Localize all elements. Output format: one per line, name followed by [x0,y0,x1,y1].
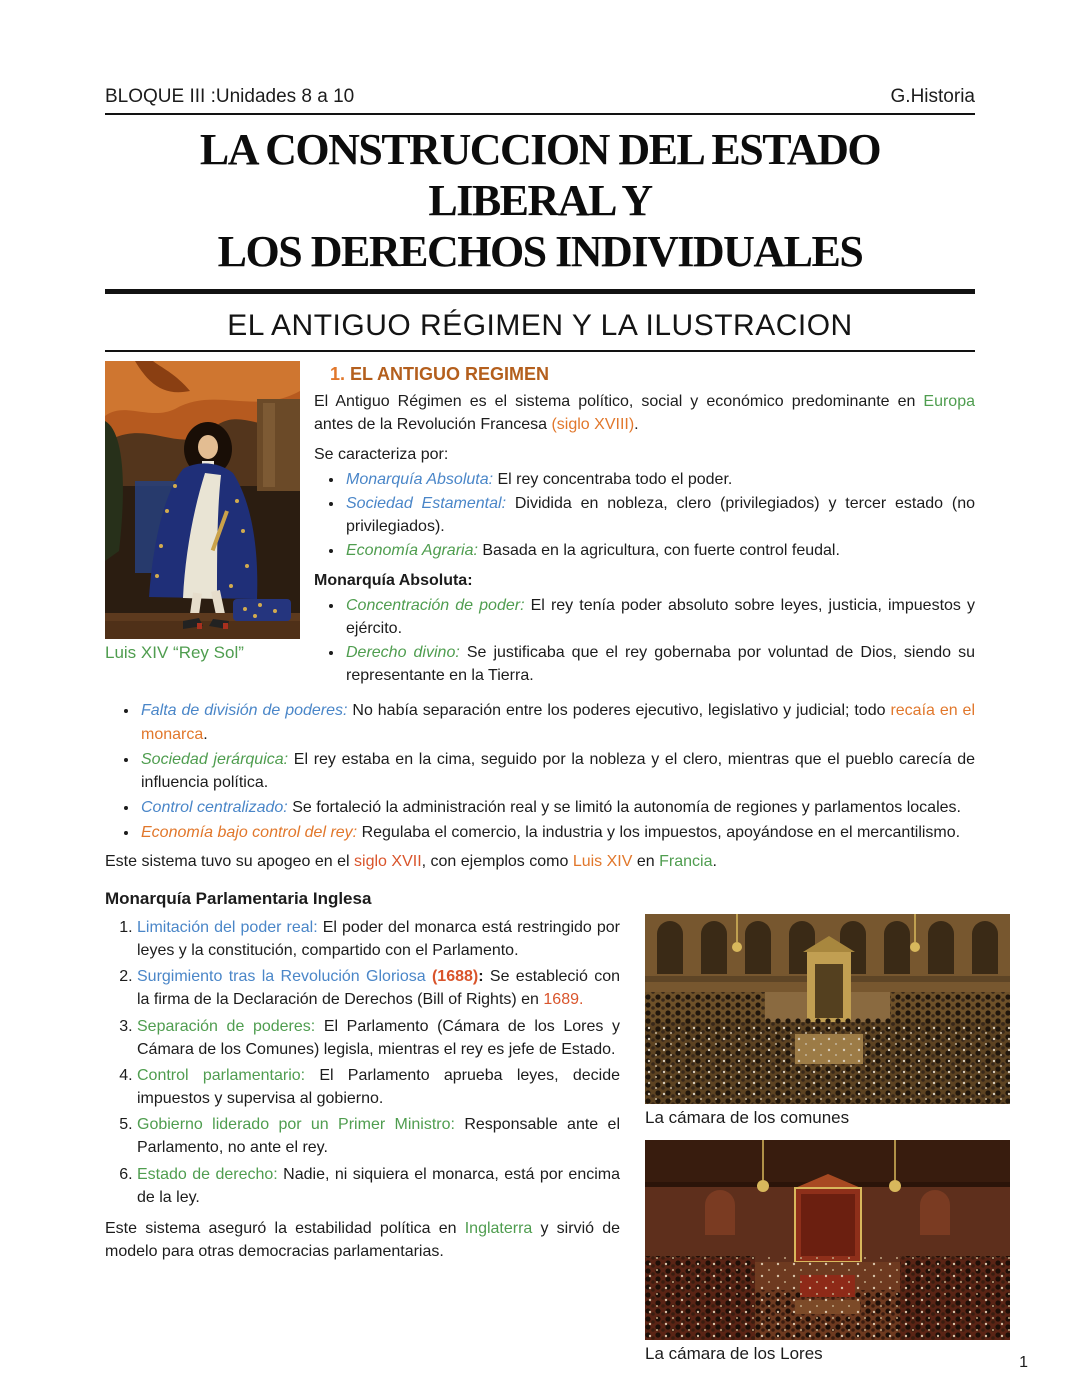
text-segment: El rey tenía poder absoluto sobre leyes, justicia, impuestos y ejército. [346,596,976,637]
antiguo-regimen-text-column [314,361,975,693]
text-segment: Separación de poderes: [137,1017,316,1035]
luis-xiv-figure [105,361,300,693]
text-segment: en [632,852,660,870]
commons-figure [645,914,1010,1128]
main-title [105,124,975,277]
se-caracteriza-text: Se caracteriza por: [314,445,449,463]
heading-text: EL ANTIGUO REGIMEN [350,364,550,385]
list-item [139,796,975,819]
numbered-item [137,916,620,962]
full-width-list [105,699,975,844]
commons-caption: La cámara de los comunes [645,1107,850,1127]
lords-figure [645,1140,1010,1364]
parlamentaria-text-column [105,914,620,1365]
numbered-item [137,1064,620,1110]
text-segment: Estado de derecho: [137,1165,278,1183]
text-segment: El rey estaba en la cima, seguido por la nobleza y el clero, mientras que el pueblo carecía de influencia política. [141,750,975,791]
house-of-lords-painting [645,1140,1010,1340]
section-title: EL ANTIGUO RÉGIMEN Y LA ILUSTRACION [105,309,975,352]
text-segment: Luis XIV [572,852,633,870]
antiguo-regimen-heading [314,361,975,387]
intro-paragraph [314,390,975,436]
text-segment: Se fortaleció la administración real y se limitó la autonomía de regiones y parlamentos locales. [287,799,961,817]
numbered-item [137,965,620,1011]
numbered-item [137,1015,620,1061]
text-segment: Este sistema aseguró la estabilidad política en [105,1220,465,1237]
house-of-commons-painting [645,914,1010,1104]
text-segment: Se estableció con la firma de la Declaración de Derechos (Bill of Rights) en [137,968,620,1009]
luis-xiv-painting [105,361,300,639]
text-segment: y sirvió de modelo para otras democracias parlamentarias. [105,1220,621,1261]
text-segment: Control centralizado: [141,799,288,817]
thick-divider [105,289,975,294]
text-segment: Concentración de poder: [346,596,525,614]
header-left-text: BLOQUE III :Unidades 8 a 10 [105,86,355,107]
text-segment: Falta de división de poderes: [141,702,348,720]
text-segment: . [203,725,208,743]
text-segment: Surgimiento tras la Revolución Gloriosa [137,968,432,986]
list-item [139,821,975,844]
monarquia-absoluta-subheading: Monarquía Absoluta: [314,571,473,589]
characteristics-list [314,468,975,563]
text-segment: Inglaterra [464,1220,533,1237]
text-segment: siglo XVII [354,852,422,870]
text-segment: (siglo XVIII) [551,416,635,434]
text-segment: Sociedad Estamental: [346,494,507,512]
list-item [139,699,975,745]
text-segment: recaía en el monarca [141,702,976,743]
lords-caption: La cámara de los Lores [645,1344,823,1364]
text-segment: Este sistema tuvo su apogeo en el [105,852,355,870]
list-item [344,492,975,538]
text-segment: El rey concentraba todo el poder. [493,470,733,488]
text-segment: No había separación entre los poderes ejecutivo, legislativo y judicial; todo [347,702,891,720]
text-segment: (1688) [431,968,479,986]
text-segment: Se justificaba que el rey gobernaba por voluntad de Dios, siendo su representante en la Tierra. [346,644,976,685]
text-segment: Economía Agraria: [346,542,478,560]
parliament-images-column [645,914,1010,1365]
list-item [344,594,975,640]
text-segment: Sociedad jerárquica: [141,750,289,768]
header-right-text: G.Historia [890,86,975,107]
text-segment: Francia [659,852,713,870]
page-header [105,86,975,115]
list-item [344,539,975,562]
text-segment: Responsable ante el Parlamento, no ante el rey. [137,1116,620,1157]
text-segment: Nadie, ni siquiera el monarca, está por encima de la ley. [137,1165,620,1206]
text-segment: Monarquía Absoluta: [346,470,494,488]
apogeo-paragraph [105,850,975,873]
text-segment: Derecho divino: [346,644,460,662]
page-number: 1 [1019,1354,1028,1371]
main-title-line1: LA CONSTRUCCION DEL ESTADO LIBERAL Y [199,125,881,226]
text-segment: Europa [923,393,975,411]
text-segment: Basada en la agricultura, con fuerte control feudal. [477,542,840,560]
text-segment: Limitación del poder real: [137,918,318,936]
text-segment: antes de la Revolución Francesa [314,416,552,434]
parlamentaria-numbered-list [105,916,620,1209]
text-segment: . [712,852,717,870]
text-segment: Dividida en nobleza, clero (privilegiados) y tercer estado (no privilegiados). [346,494,975,536]
list-item [344,641,975,687]
text-segment: 1689. [543,991,584,1009]
text-segment: . [634,416,639,434]
text-segment: El Antiguo Régimen es el sistema político, social y económico predominante en [314,393,924,411]
text-segment: Control parlamentario: [137,1066,306,1084]
parlamentaria-section [105,914,1010,1365]
closing-paragraph [105,1217,620,1263]
heading-number: 1. [330,364,346,385]
text-segment: El Parlamento aprueba leyes, decide impuestos y supervisa al gobierno. [137,1066,621,1108]
text-segment: Regulaba el comercio, la industria y los impuestos, apoyándose en el mercantilismo. [357,824,961,842]
text-segment: El poder del monarca está restringido por leyes y la constitución, compartido con el Parlamento. [137,918,621,959]
numbered-item [137,1163,620,1209]
main-title-line2: LOS DERECHOS INDIVIDUALES [217,227,863,277]
full-width-bullets [105,699,975,844]
parlamentaria-heading: Monarquía Parlamentaria Inglesa [105,888,372,908]
text-segment: , con ejemplos como [421,852,573,870]
text-segment: Gobierno liderado por un Primer Ministro: [137,1116,455,1134]
text-segment: El Parlamento (Cámara de los Lores y Cámara de los Comunes) legisla, mientras el rey es jefe de Estado. [137,1017,620,1058]
text-segment: Economía bajo control del rey: [141,824,358,842]
luis-xiv-caption: Luis XIV “Rey Sol” [105,643,244,663]
text-segment: : [478,968,484,986]
antiguo-regimen-section [105,361,975,693]
list-item [344,468,975,491]
numbered-item [137,1113,620,1159]
list-item [139,748,975,794]
monarquia-absoluta-list [314,594,975,688]
